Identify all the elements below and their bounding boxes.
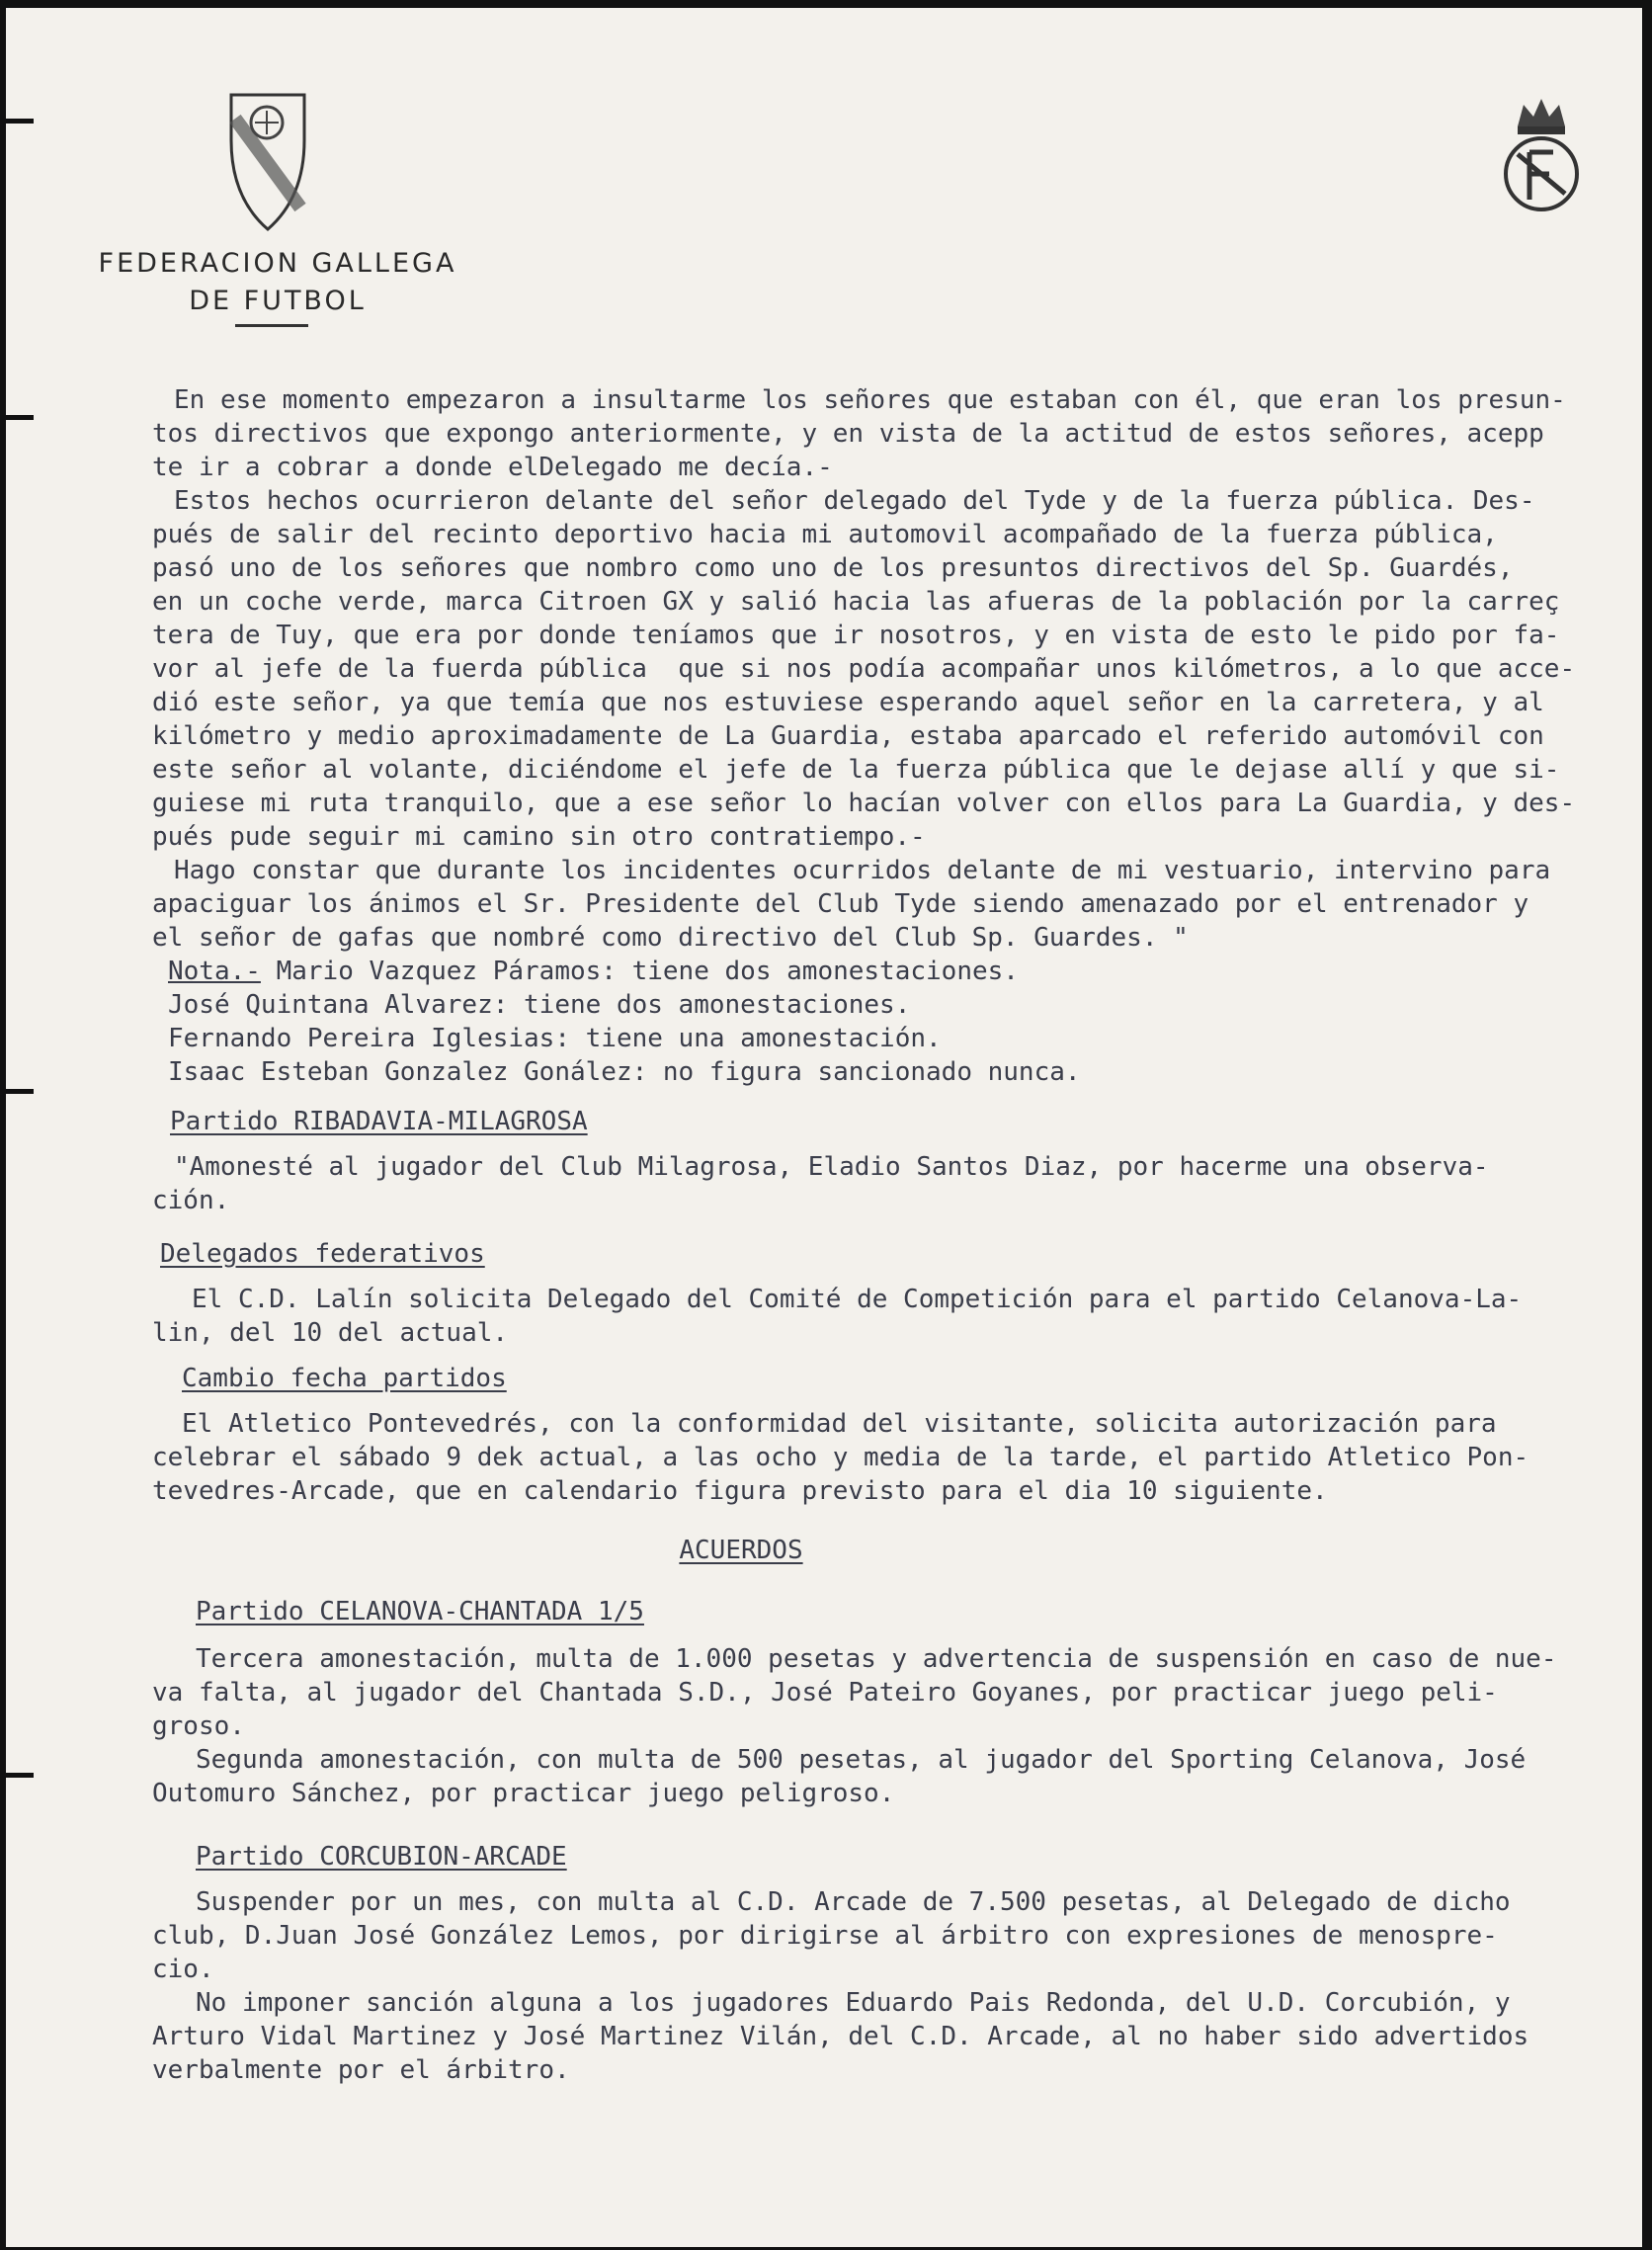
text-line: tos directivos que expongo anteriormente, y en vista de la actitud de estos señores, acepp xyxy=(152,419,1544,449)
text-line: tera de Tuy, que era por donde teníamos que ir nosotros, y en vista de esto le pido por fa- xyxy=(152,621,1560,650)
text-line: va falta, al jugador del Chantada S.D., José Pateiro Goyanes, por practicar juego peli- xyxy=(152,1678,1498,1708)
paragraph-celanova-1 xyxy=(152,1642,1634,1743)
section-heading: Partido CORCUBION-ARCADE xyxy=(196,1842,567,1872)
text-line: Arturo Vidal Martinez y José Martinez Vilán, del C.D. Arcade, al no haber sido advertidos xyxy=(152,2022,1529,2051)
text-line: ción. xyxy=(152,1186,230,1215)
note-label: Nota.- xyxy=(168,957,261,986)
note-item: Mario Vazquez Páramos: tiene dos amonestaciones. xyxy=(260,957,1019,986)
text-line: club, D.Juan José González Lemos, por dirigirse al árbitro con expresiones de menospre- xyxy=(152,1921,1498,1951)
paragraph-corcubion-2 xyxy=(152,1986,1634,2087)
document-page xyxy=(6,8,1642,2247)
section-heading: Partido RIBADAVIA-MILAGROSA xyxy=(170,1107,588,1136)
text-line: Tercera amonestación, multa de 1.000 pesetas y advertencia de suspensión en caso de nue- xyxy=(196,1644,1557,1674)
section-heading: Delegados federativos xyxy=(160,1239,485,1269)
text-line: en un coche verde, marca Citroen GX y salió hacia las afueras de la población por la carreç xyxy=(152,587,1560,617)
royal-crest-icon xyxy=(1498,91,1585,213)
binder-mark xyxy=(6,1089,34,1094)
text-line: celebrar el sábado 9 dek actual, a las ocho y media de la tarde, el partido Atletico Pon- xyxy=(152,1443,1529,1472)
note-item: Fernando Pereira Iglesias: tiene una amonestación. xyxy=(168,1024,942,1053)
text-line: apaciguar los ánimos el Sr. Presidente del Club Tyde siendo amenazado por el entrenador y xyxy=(152,889,1529,919)
paragraph-ribadavia xyxy=(152,1150,1634,1217)
federation-name-line1: FEDERACION GALLEGA xyxy=(98,248,457,279)
text-line: En ese momento empezaron a insultarme los señores que estaban con él, que eran los presun- xyxy=(174,385,1566,415)
binder-mark xyxy=(6,1773,34,1778)
text-line: verbalmente por el árbitro. xyxy=(152,2055,570,2085)
text-line: pués de salir del recinto deportivo hacia mi automovil acompañado de la fuerza pública, xyxy=(152,520,1498,549)
text-line: pués pude seguir mi camino sin otro contratiempo.- xyxy=(152,822,926,852)
section-heading: ACUERDOS xyxy=(679,1536,803,1565)
note-block xyxy=(168,955,1634,1089)
section-cambio xyxy=(182,1362,1634,1395)
text-line: vor al jefe de la fuerda pública que si nos podía acompañar unos kilómetros, a lo que acce- xyxy=(152,654,1576,684)
text-line: Segunda amonestación, con multa de 500 pesetas, al jugador del Sporting Celanova, José xyxy=(196,1745,1527,1775)
text-line: "Amonesté al jugador del Club Milagrosa, Eladio Santos Diaz, por hacerme una observa- xyxy=(174,1152,1489,1182)
text-line: este señor al volante, diciéndome el jefe de la fuerza pública que le dejase allí y que si- xyxy=(152,755,1560,785)
section-acuerdos xyxy=(152,1534,1330,1567)
text-line: El C.D. Lalín solicita Delegado del Comité de Competición para el partido Celanova-La- xyxy=(192,1285,1523,1314)
section-corcubion xyxy=(196,1840,1634,1874)
federation-name-line2: DE FUTBOL xyxy=(189,286,367,316)
text-line: dió este señor, ya que temía que nos estuviese esperando aquel señor en la carretera, y al xyxy=(152,688,1544,717)
federation-name xyxy=(75,245,480,320)
section-heading: Partido CELANOVA-CHANTADA 1/5 xyxy=(196,1597,644,1626)
text-line: te ir a cobrar a donde elDelegado me decía.- xyxy=(152,453,833,482)
section-delegados xyxy=(160,1237,1634,1271)
paragraph-corcubion-1 xyxy=(152,1885,1634,1986)
note-first-line xyxy=(168,955,1634,988)
text-line: Estos hechos ocurrieron delante del señor delegado del Tyde y de la fuerza pública. Des- xyxy=(174,486,1535,516)
text-line: guiese mi ruta tranquilo, que a ese señor lo hacían volver con ellos para La Guardia, y des- xyxy=(152,789,1576,818)
text-line: tevedres-Arcade, que en calendario figura previsto para el dia 10 siguiente. xyxy=(152,1476,1328,1506)
section-heading: Cambio fecha partidos xyxy=(182,1364,507,1393)
paragraph-cambio xyxy=(152,1407,1634,1508)
paragraph-statement xyxy=(152,854,1634,955)
note-item: José Quintana Alvarez: tiene dos amonestaciones. xyxy=(168,990,911,1020)
document-body xyxy=(152,383,1634,2087)
text-line: kilómetro y medio aproximadamente de La Guardia, estaba aparcado el referido automóvil con xyxy=(152,721,1544,751)
text-line: Hago constar que durante los incidentes ocurridos delante de mi vestuario, intervino para xyxy=(174,856,1551,885)
paragraph-insults xyxy=(152,383,1634,484)
text-line: Suspender por un mes, con multa al C.D. Arcade de 7.500 pesetas, al Delegado de dicho xyxy=(196,1887,1511,1917)
letterhead-rule xyxy=(235,324,308,327)
section-celanova xyxy=(196,1595,1634,1628)
paragraph-celanova-2 xyxy=(152,1743,1634,1810)
binder-mark xyxy=(6,119,34,124)
text-line: cio. xyxy=(152,1955,214,1984)
note-item: Isaac Esteban Gonzalez Gonález: no figura sancionado nunca. xyxy=(168,1057,1081,1087)
text-line: lin, del 10 del actual. xyxy=(152,1318,509,1348)
paragraph-delegados xyxy=(152,1283,1634,1350)
text-line: El Atletico Pontevedrés, con la conformidad del visitante, solicita autorización para xyxy=(182,1409,1497,1439)
text-line: pasó uno de los señores que nombro como uno de los presuntos directivos del Sp. Guardés, xyxy=(152,553,1514,583)
text-line: Outomuro Sánchez, por practicar juego peligroso. xyxy=(152,1779,895,1808)
text-line: groso. xyxy=(152,1711,245,1741)
text-line: No imponer sanción alguna a los jugadores Eduardo Pais Redonda, del U.D. Corcubión, y xyxy=(196,1988,1511,2018)
paragraph-events xyxy=(152,484,1634,854)
text-line: el señor de gafas que nombré como directivo del Club Sp. Guardes. " xyxy=(152,923,1189,953)
section-ribadavia xyxy=(170,1105,1634,1138)
shield-icon xyxy=(225,89,310,233)
binder-mark xyxy=(6,415,34,420)
